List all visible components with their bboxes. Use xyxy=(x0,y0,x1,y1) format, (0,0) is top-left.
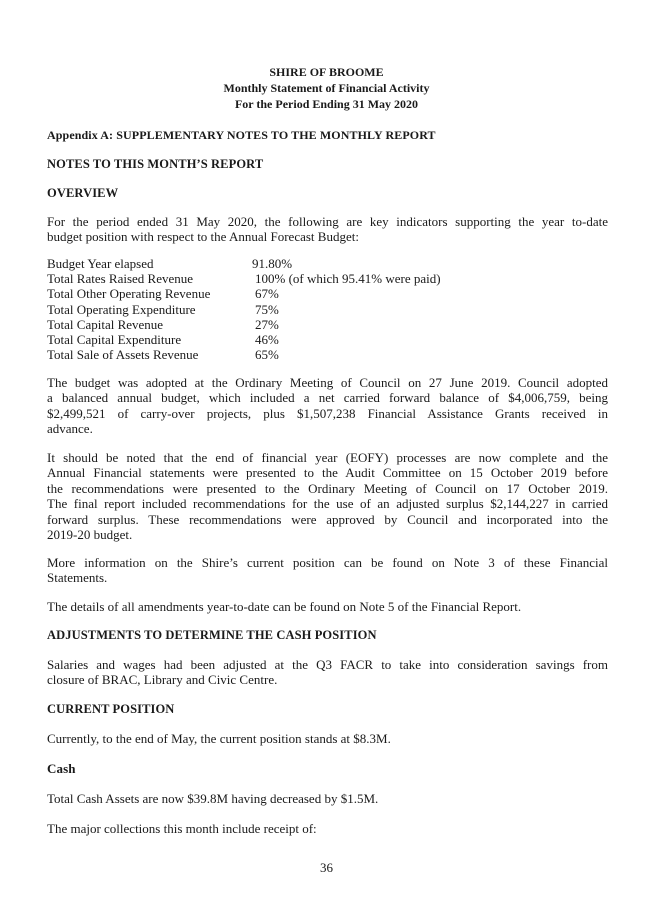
indicator-row xyxy=(47,332,608,347)
current-position-paragraph xyxy=(47,731,608,746)
indicator-label: Total Rates Raised Revenue xyxy=(47,271,194,287)
cash-total-paragraph xyxy=(47,791,608,806)
text-line: It should be noted that the end of financial year (EOFY) processes are now complete and the xyxy=(47,450,608,465)
text-line: Statements. xyxy=(47,570,108,586)
key-indicators-list xyxy=(47,256,608,362)
indicator-value: 100% (of which 95.41% were paid) xyxy=(255,271,441,287)
text-line: the recommendations were presented to the Ordinary Meeting of Council on 17 October 2019. xyxy=(47,480,608,496)
more-info-paragraph xyxy=(47,555,608,586)
adjustments-heading: ADJUSTMENTS TO DETERMINE THE CASH POSITION xyxy=(47,628,377,642)
budget-adoption-paragraph xyxy=(47,375,608,437)
indicator-value: 91.80% xyxy=(252,256,293,271)
indicator-value: 65% xyxy=(255,347,279,363)
indicator-label: Total Capital Revenue xyxy=(47,316,164,332)
overview-heading: OVERVIEW xyxy=(47,186,119,200)
report-header xyxy=(0,64,653,112)
text-line: $2,499,521 of carry-over projects, plus $1,507,238 Financial Assistance Grants received in xyxy=(47,405,608,421)
indicator-row xyxy=(47,271,608,286)
indicator-value: 46% xyxy=(255,331,279,347)
text-line: budget position with respect to the Annual Forecast Budget: xyxy=(47,229,359,245)
current-position-heading: CURRENT POSITION xyxy=(47,702,175,716)
indicator-label: Total Other Operating Revenue xyxy=(47,286,211,302)
eofy-paragraph xyxy=(47,450,608,542)
indicator-row xyxy=(47,302,608,317)
org-name: SHIRE OF BROOME xyxy=(269,65,384,79)
text-line: a balanced annual budget, which included a net carried forward balance of $4,006,759, being xyxy=(47,390,608,406)
cash-heading: Cash xyxy=(47,761,76,776)
text-line: The final report included recommendations for the use of an adjusted surplus $2,144,227 in carried xyxy=(47,496,608,512)
indicator-value: 75% xyxy=(255,301,279,317)
indicator-row xyxy=(47,347,608,362)
text-line: The major collections this month include receipt of: xyxy=(47,821,317,836)
amendments-paragraph xyxy=(47,599,608,614)
indicator-label: Budget Year elapsed xyxy=(47,256,154,271)
indicator-row xyxy=(47,286,608,301)
text-line: forward surplus. These recommendations were approved by Council and incorporated into the xyxy=(47,511,608,527)
appendix-heading: Appendix A: SUPPLEMENTARY NOTES TO THE MONTHLY REPORT xyxy=(47,128,436,142)
page-number: 36 xyxy=(320,860,333,875)
collections-paragraph xyxy=(47,821,608,836)
indicator-row xyxy=(47,256,608,271)
notes-heading: NOTES TO THIS MONTH’S REPORT xyxy=(47,157,264,171)
report-period: For the Period Ending 31 May 2020 xyxy=(234,97,419,111)
text-line: advance. xyxy=(47,421,93,437)
indicator-row xyxy=(47,317,608,332)
report-title: Monthly Statement of Financial Activity xyxy=(223,81,430,95)
text-line: Currently, to the end of May, the current position stands at $8.3M. xyxy=(47,731,391,746)
text-line: The details of all amendments year-to-date can be found on Note 5 of the Financial Report. xyxy=(47,599,522,614)
indicator-value: 67% xyxy=(255,286,279,302)
indicator-label: Total Operating Expenditure xyxy=(47,301,196,317)
text-line: 2019-20 budget. xyxy=(47,527,133,543)
indicator-value: 27% xyxy=(255,316,279,332)
text-line: Salaries and wages had been adjusted at the Q3 FACR to take into consideration savings from xyxy=(47,657,608,672)
text-line: closure of BRAC, Library and Civic Centre. xyxy=(47,672,278,688)
text-line: Annual Financial statements were presented to the Audit Committee on 15 October 2019 before xyxy=(47,465,608,481)
text-line: Total Cash Assets are now $39.8M having decreased by $1.5M. xyxy=(47,791,379,806)
text-line: For the period ended 31 May 2020, the following are key indicators supporting the year to-date xyxy=(47,214,608,229)
indicator-label: Total Sale of Assets Revenue xyxy=(47,347,199,363)
text-line: The budget was adopted at the Ordinary Meeting of Council on 27 June 2019. Council adopted xyxy=(47,375,608,390)
indicator-label: Total Capital Expenditure xyxy=(47,331,182,347)
overview-intro xyxy=(47,214,608,245)
text-line: More information on the Shire’s current position can be found on Note 3 of these Financial xyxy=(47,555,608,570)
adjustments-paragraph xyxy=(47,657,608,688)
